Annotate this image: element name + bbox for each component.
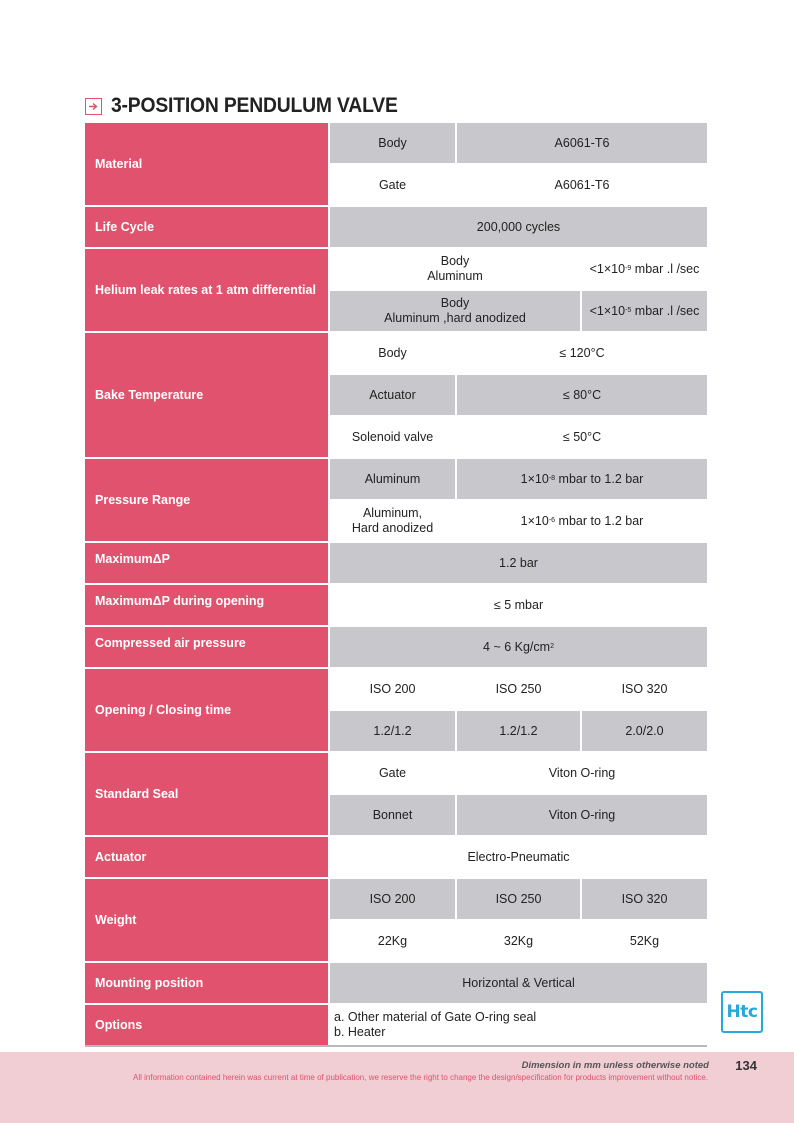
compressed-air-value: 4 ~ 6 Kg/cm 2 xyxy=(483,639,554,654)
page-title: 3-POSITION PENDULUM VALVE xyxy=(111,94,398,117)
weight-iso200-header: ISO 200 xyxy=(369,891,416,906)
spec-table xyxy=(85,123,707,1047)
max-dp-opening-section xyxy=(85,585,707,627)
compressed-air-label: Compressed air pressure xyxy=(85,627,330,667)
bake-body-value: ≤ 120°C xyxy=(455,333,707,373)
htc-logo-text: Htc xyxy=(726,1002,758,1022)
opening-closing-section xyxy=(85,669,707,753)
seal-bonnet-value: Viton O-ring xyxy=(455,795,707,835)
options-label: Options xyxy=(85,1005,330,1045)
opening-iso200-value: 1.2/1.2 xyxy=(373,723,412,738)
max-dp-value: 1.2 bar xyxy=(499,555,538,570)
opening-iso320-value: 2.0/2.0 xyxy=(580,711,707,751)
weight-section xyxy=(85,879,707,963)
weight-label: Weight xyxy=(85,879,330,961)
weight-iso320-value: 52Kg xyxy=(580,921,707,961)
options-value: a. Other material of Gate O-ring seal b. Heater xyxy=(334,1010,537,1039)
material-body-label: Body xyxy=(378,135,407,150)
actuator-value: Electro-Pneumatic xyxy=(467,849,570,864)
htc-logo xyxy=(721,991,763,1033)
weight-iso250-header: ISO 250 xyxy=(455,879,580,919)
pressure-anodized-label: Aluminum, Hard anodized xyxy=(351,506,434,535)
opening-iso250-value: 1.2/1.2 xyxy=(455,711,580,751)
pressure-anodized-value: 1×10 -6 mbar to 1.2 bar xyxy=(455,501,707,541)
helium-aluminum-label: Body Aluminum xyxy=(427,254,483,283)
standard-seal-section xyxy=(85,753,707,837)
opening-iso200-header: ISO 200 xyxy=(369,681,416,696)
mounting-section xyxy=(85,963,707,1005)
helium-section xyxy=(85,249,707,333)
mounting-value: Horizontal & Vertical xyxy=(462,975,575,990)
page-header xyxy=(85,94,423,118)
compressed-air-section xyxy=(85,627,707,669)
seal-gate-value: Viton O-ring xyxy=(455,753,707,793)
bake-label: Bake Temperature xyxy=(85,333,330,457)
life-cycle-section xyxy=(85,207,707,249)
helium-anodized-label: Body Aluminum ,hard anodized xyxy=(384,296,526,325)
bake-section xyxy=(85,333,707,459)
max-dp-opening-value: ≤ 5 mbar xyxy=(493,597,544,612)
bake-solenoid-value: ≤ 50°C xyxy=(455,417,707,457)
opening-iso250-header: ISO 250 xyxy=(455,669,580,709)
options-section xyxy=(85,1005,707,1047)
life-cycle-value: 200,000 cycles xyxy=(476,219,561,234)
helium-anodized-value: <1×10 -5 mbar .l /sec xyxy=(580,291,707,331)
seal-gate-label: Gate xyxy=(378,765,407,780)
bake-actuator-value: ≤ 80°C xyxy=(455,375,707,415)
material-gate-label: Gate xyxy=(378,177,407,192)
mounting-label: Mounting position xyxy=(85,963,330,1003)
max-dp-section xyxy=(85,543,707,585)
helium-aluminum-value: <1×10 -9 mbar .l /sec xyxy=(580,249,707,289)
pressure-aluminum-value: 1×10 -8 mbar to 1.2 bar xyxy=(455,459,707,499)
life-cycle-label: Life Cycle xyxy=(85,207,330,247)
disclaimer: All information contained herein was current at time of publication, we reserve the right to change the design/specification for products improvement without notice. xyxy=(133,1073,708,1082)
weight-iso200-value: 22Kg xyxy=(377,933,408,948)
actuator-label: Actuator xyxy=(85,837,330,877)
bake-actuator-label: Actuator xyxy=(369,387,416,402)
arrow-right-box-icon xyxy=(85,98,102,115)
material-label: Material xyxy=(85,123,330,205)
helium-label: Helium leak rates at 1 atm differential xyxy=(85,249,330,331)
bake-solenoid-label: Solenoid valve xyxy=(351,429,434,444)
max-dp-opening-label: Maximum Δ P during opening xyxy=(85,585,330,625)
opening-iso320-header: ISO 320 xyxy=(580,669,707,709)
material-body-value: A6061-T6 xyxy=(455,123,707,163)
opening-closing-label: Opening / Closing time xyxy=(85,669,330,751)
pressure-aluminum-label: Aluminum xyxy=(364,471,421,486)
weight-iso320-header: ISO 320 xyxy=(580,879,707,919)
material-section xyxy=(85,123,707,207)
page-number: 134 xyxy=(735,1058,757,1073)
dimension-note: Dimension in mm unless otherwise noted xyxy=(521,1060,709,1071)
pressure-range-label: Pressure Range xyxy=(85,459,330,541)
material-gate-value: A6061-T6 xyxy=(455,165,707,205)
standard-seal-label: Standard Seal xyxy=(85,753,330,835)
pressure-range-section xyxy=(85,459,707,543)
seal-bonnet-label: Bonnet xyxy=(372,807,413,822)
actuator-section xyxy=(85,837,707,879)
weight-iso250-value: 32Kg xyxy=(455,921,580,961)
max-dp-label: Maximum Δ P xyxy=(85,543,330,583)
bake-body-label: Body xyxy=(378,345,407,360)
